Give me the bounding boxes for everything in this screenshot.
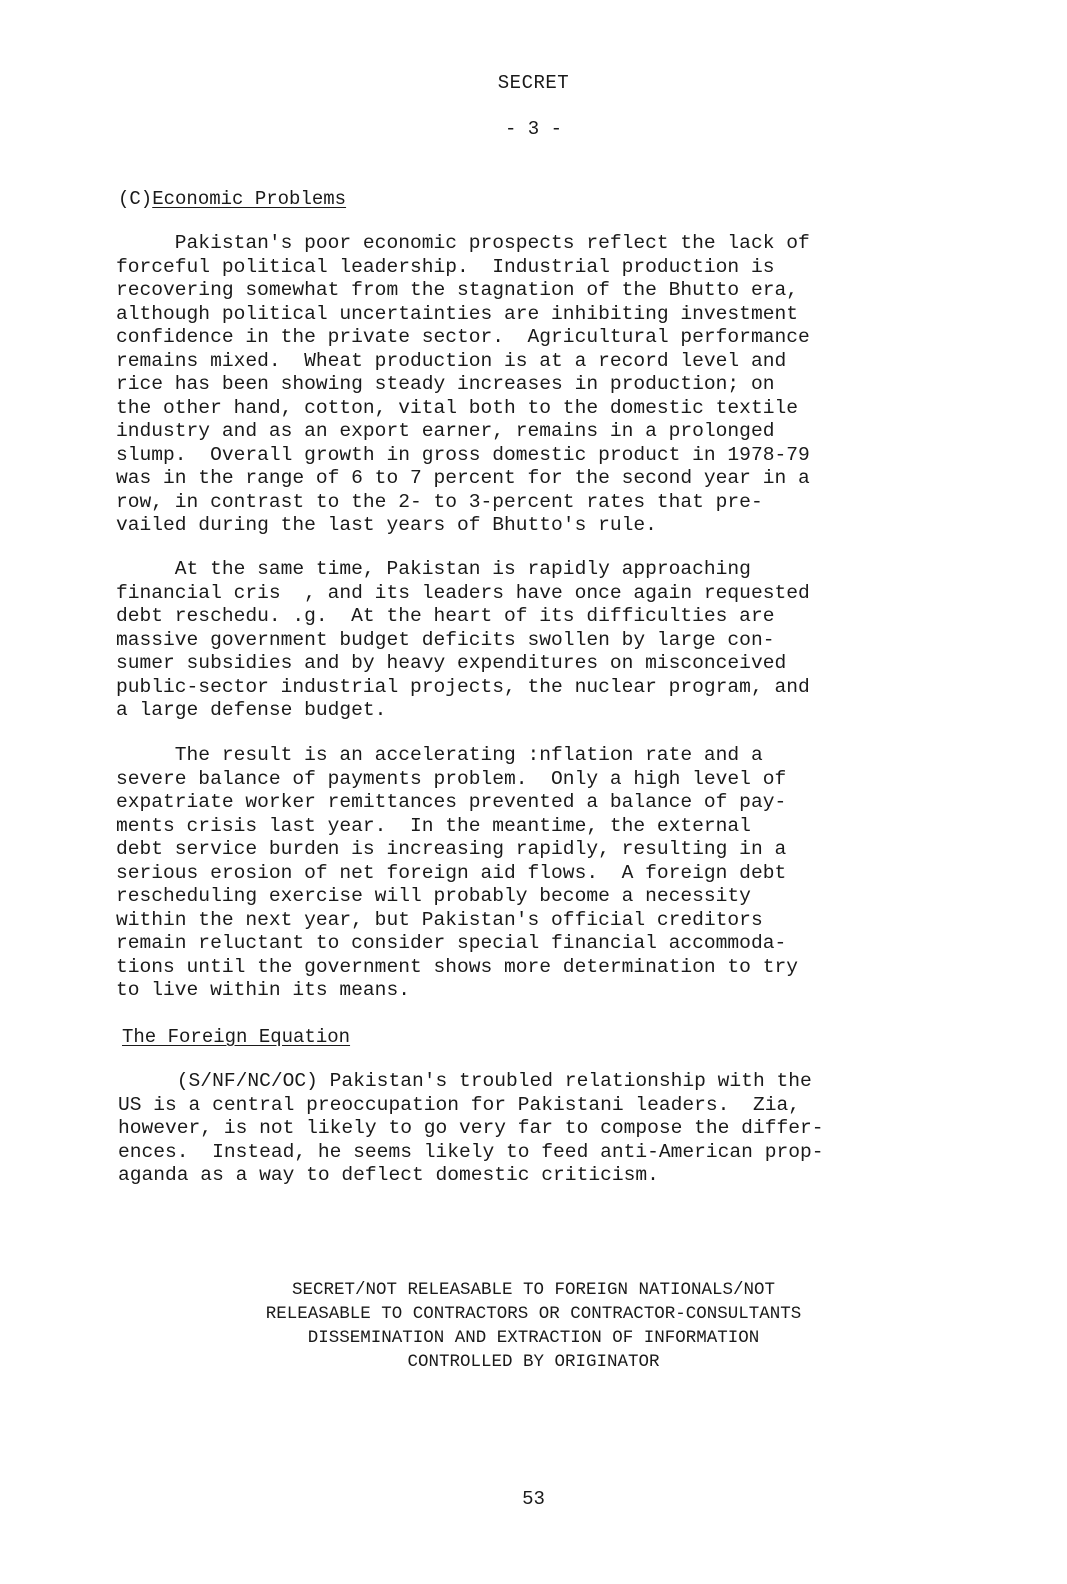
text-line: industry and as an export earner, remains in a prolonged — [116, 420, 775, 442]
section-heading-title: Economic Problems — [152, 188, 347, 210]
text-line: severe balance of payments problem. Only a high level of — [116, 767, 787, 790]
text-line: remain reluctant to consider special financial accommoda- — [116, 932, 787, 954]
text-line: recovering somewhat from the stagnation of the Bhutto era, — [116, 279, 798, 301]
text-line: vailed during the last years of Bhutto's rule. — [116, 514, 657, 536]
dissemination-caveat — [0, 1278, 1067, 1374]
paragraph-inflation-balance-of-payments — [116, 744, 938, 1003]
text-line: tions until the government shows more determination to try — [116, 955, 798, 978]
text-line: expatriate worker remittances prevented a balance of pay- — [116, 791, 787, 813]
text-line: (S/NF/NC/OC) Pakistan's troubled relationship with the — [118, 1070, 812, 1092]
text-line: ences. Instead, he seems likely to feed anti-American prop- — [118, 1140, 824, 1163]
text-line: The result is an accelerating :nflation rate and a — [116, 744, 763, 766]
paragraph-financial-crisis — [116, 558, 938, 723]
classification-prefix: (C) — [118, 188, 153, 210]
text-line: the other hand, cotton, vital both to the domestic textile — [116, 396, 798, 419]
text-line: rice has been showing steady increases in production; on — [116, 373, 775, 395]
text-line: US is a central preoccupation for Pakistani leaders. Zia, — [118, 1093, 800, 1116]
section-heading-foreign-equation: The Foreign Equation — [122, 1026, 351, 1048]
text-line: aganda as a way to deflect domestic criticism. — [118, 1164, 659, 1186]
text-line: a large defense budget. — [116, 699, 387, 721]
text-line: row, in contrast to the 2- to 3-percent rates that pre- — [116, 490, 763, 513]
text-line: forceful political leadership. Industrial production is — [116, 255, 775, 278]
text-line: confidence in the private sector. Agricultural performance — [116, 326, 810, 348]
text-line: however, is not likely to go very far to compose the differ- — [118, 1117, 824, 1139]
text-line: slump. Overall growth in gross domestic product in 1978-79 — [116, 443, 810, 466]
caveat-line: DISSEMINATION AND EXTRACTION OF INFORMATION — [307, 1328, 760, 1348]
text-line: massive government budget deficits swollen by large con- — [116, 628, 775, 651]
section-heading-economic-problems — [118, 188, 346, 210]
text-line: remains mixed. Wheat production is at a record level and — [116, 349, 787, 372]
text-line: financial cris , and its leaders have once again requested — [116, 581, 810, 604]
text-line: to live within its means. — [116, 979, 410, 1001]
caveat-line: CONTROLLED BY ORIGINATOR — [407, 1352, 660, 1372]
caveat-line: RELEASABLE TO CONTRACTORS OR CONTRACTOR-CONSULTANTS — [265, 1304, 802, 1324]
text-line: Pakistan's poor economic prospects reflect the lack of — [116, 232, 810, 254]
text-line: sumer subsidies and by heavy expenditures on misconceived — [116, 652, 787, 674]
text-line: serious erosion of net foreign aid flows. A foreign debt — [116, 861, 787, 884]
text-line: public-sector industrial projects, the nuclear program, and — [116, 675, 810, 698]
caveat-line: SECRET/NOT RELEASABLE TO FOREIGN NATIONALS/NOT — [291, 1280, 776, 1300]
folio-page-number: 53 — [522, 1488, 545, 1510]
text-line: within the next year, but Pakistan's official creditors — [116, 908, 763, 931]
paragraph-us-relationship — [118, 1070, 940, 1188]
text-line: ments crisis last year. In the meantime, the external — [116, 814, 751, 837]
text-line: was in the range of 6 to 7 percent for the second year in a — [116, 467, 810, 489]
paragraph-economic-prospects — [116, 232, 938, 538]
text-line: debt reschedu. .g. At the heart of its difficulties are — [116, 605, 775, 627]
text-line: rescheduling exercise will probably become a necessity — [116, 885, 751, 907]
text-line: although political uncertainties are inhibiting investment — [116, 302, 798, 325]
classification-marking-top: SECRET — [497, 72, 570, 94]
page-number-marker: - 3 - — [504, 118, 562, 140]
text-line: At the same time, Pakistan is rapidly approaching — [116, 558, 751, 580]
text-line: debt service burden is increasing rapidly, resulting in a — [116, 838, 787, 860]
